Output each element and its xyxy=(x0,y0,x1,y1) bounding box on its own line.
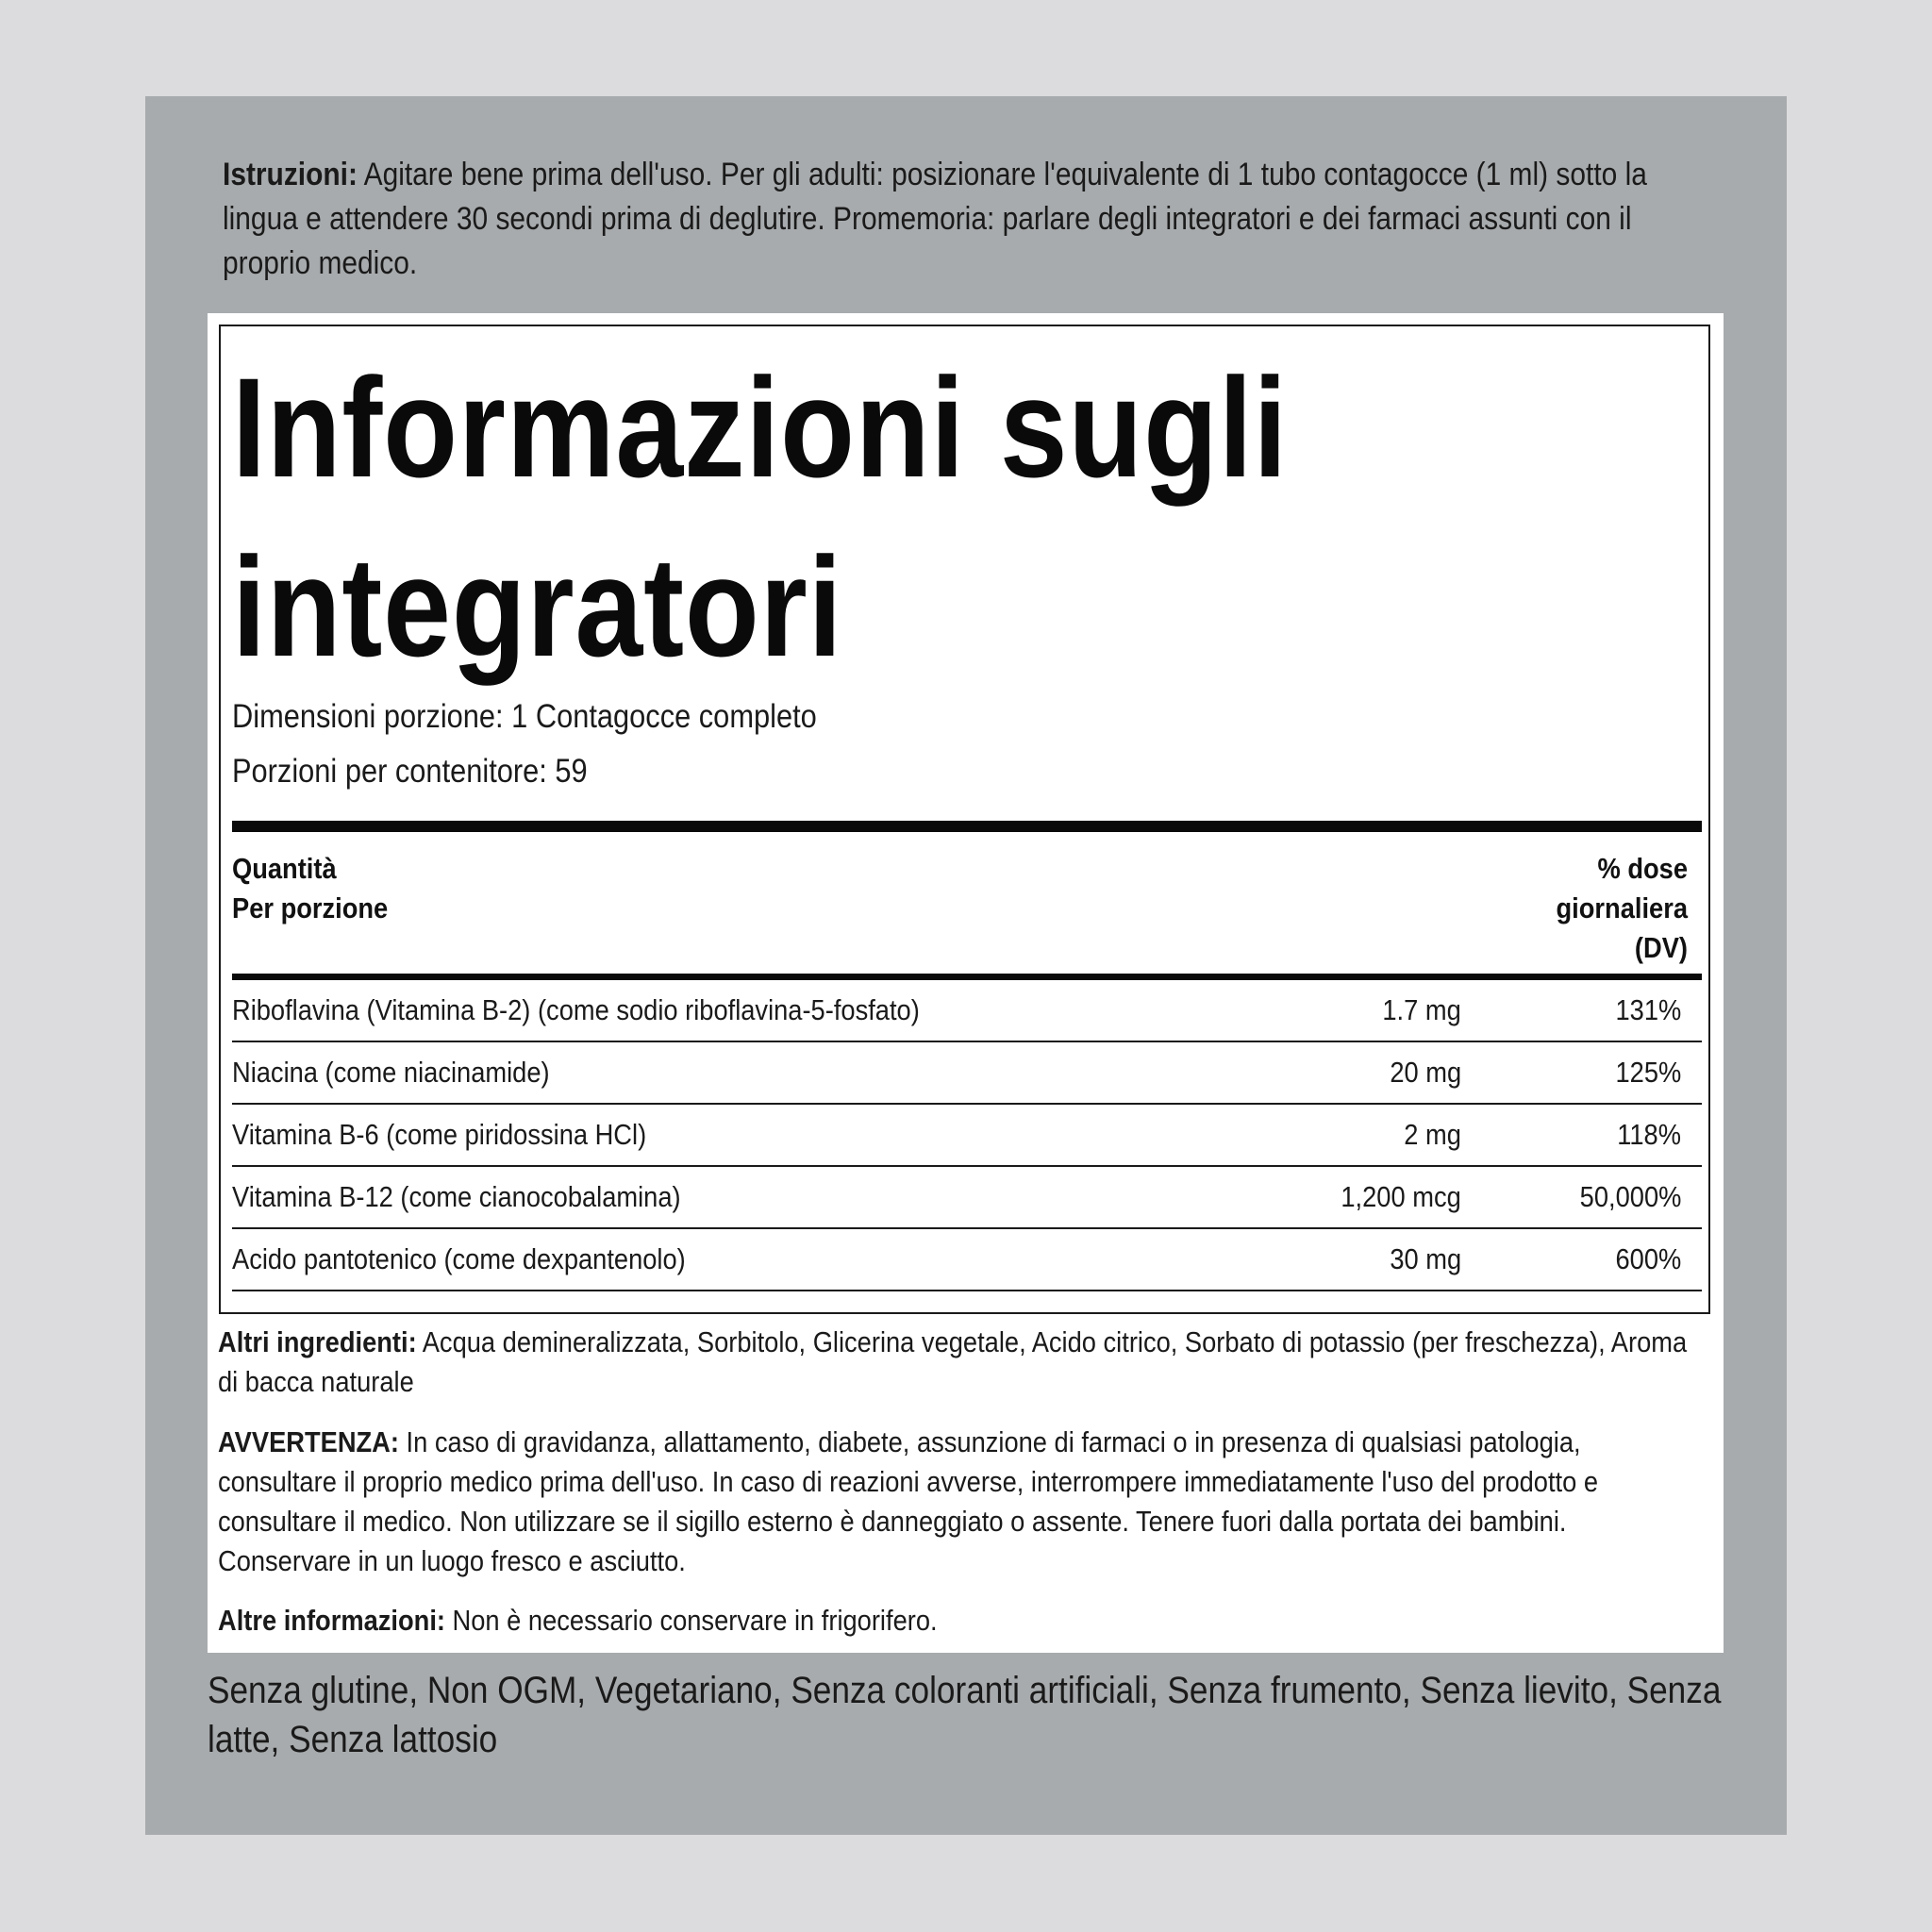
warning xyxy=(218,1423,1695,1581)
table-row xyxy=(232,1167,1702,1229)
other-ingredients-label: Altri ingredienti: xyxy=(218,1325,417,1358)
nutrient-name: Acido pantotenico (come dexpantenolo) xyxy=(232,1242,686,1275)
nutrient-dv: 118% xyxy=(1617,1118,1681,1151)
nutrient-name: Niacina (come niacinamide) xyxy=(232,1056,550,1089)
table-row xyxy=(232,1105,1702,1167)
nutrient-dv: 50,000% xyxy=(1579,1180,1681,1213)
header-quantity: Quantità xyxy=(232,852,337,885)
supplement-facts-box xyxy=(208,313,1724,1653)
daily-value-header xyxy=(1472,849,1688,968)
warning-text: In caso di gravidanza, allattamento, diabete, assunzione di farmaci o in presenza di qualsiasi patologia, consultare il proprio medico prima dell'uso. In caso di reazioni avverse, interrompere immediatamente l'uso del prodotto e consultare il medico. Non utilizzare se il sigillo esterno è danneggiato o assente. Tenere fuori dalla portata dei bambini. Conservare in un luogo fresco e asciutto. xyxy=(218,1425,1599,1577)
medium-divider xyxy=(232,974,1702,980)
nutrient-name: Vitamina B-6 (come piridossina HCl) xyxy=(232,1118,647,1151)
table-row xyxy=(232,1229,1702,1291)
instructions-text xyxy=(223,153,1700,286)
other-ingredients-text: Acqua demineralizzata, Sorbitolo, Glicerina vegetale, Acido citrico, Sorbato di potassio (per freschezza), Aroma di bacca naturale xyxy=(218,1325,1688,1398)
amount-per-serving-header xyxy=(232,849,388,928)
nutrient-amount: 2 mg xyxy=(1404,1118,1461,1151)
servings-per-container: Porzioni per contenitore: 59 xyxy=(232,753,588,790)
nutrient-dv: 125% xyxy=(1615,1056,1681,1089)
thick-divider xyxy=(232,821,1702,832)
nutrient-amount: 1,200 mcg xyxy=(1341,1180,1461,1213)
facts-title: Informazioni sugli integratori xyxy=(232,348,1289,686)
nutrient-name: Vitamina B-12 (come cianocobalamina) xyxy=(232,1180,681,1213)
nutrient-amount: 1.7 mg xyxy=(1382,993,1461,1026)
header-dv-line3: (DV) xyxy=(1634,931,1688,964)
header-dv-line1: % dose xyxy=(1597,852,1688,885)
serving-size: Dimensioni porzione: 1 Contagocce completo xyxy=(232,698,817,735)
nutrient-amount: 30 mg xyxy=(1390,1242,1461,1275)
nutrient-dv: 600% xyxy=(1615,1242,1681,1275)
other-ingredients xyxy=(218,1323,1695,1402)
nutrient-amount: 20 mg xyxy=(1390,1056,1461,1089)
instructions-body: Agitare bene prima dell'uso. Per gli adulti: posizionare l'equivalente di 1 tubo contagocce (1 ml) sotto la lingua e attendere 30 secondi prima di deglutire. Promemoria: parlare degli integratori e dei farmaci assunti con il proprio medico. xyxy=(223,157,1647,281)
other-info xyxy=(218,1601,1695,1641)
nutrient-dv: 131% xyxy=(1615,993,1681,1026)
nutrient-name: Riboflavina (Vitamina B-2) (come sodio riboflavina-5-fosfato) xyxy=(232,993,920,1026)
other-info-label: Altre informazioni: xyxy=(218,1604,445,1637)
instructions-label: Istruzioni: xyxy=(223,157,358,192)
table-row xyxy=(232,980,1702,1042)
header-dv-line2: giornaliera xyxy=(1556,891,1688,924)
table-row xyxy=(232,1042,1702,1105)
free-from-claims: Senza glutine, Non OGM, Vegetariano, Senza coloranti artificiali, Senza frumento, Senza lievito, Senza latte, Senza lattosio xyxy=(208,1670,1722,1760)
label-panel xyxy=(145,96,1787,1835)
header-per-serving: Per porzione xyxy=(232,891,389,924)
warning-label: AVVERTENZA: xyxy=(218,1425,399,1458)
supplement-facts-panel xyxy=(219,325,1710,1314)
other-info-text: Non è necessario conservare in frigorifero. xyxy=(444,1604,938,1637)
